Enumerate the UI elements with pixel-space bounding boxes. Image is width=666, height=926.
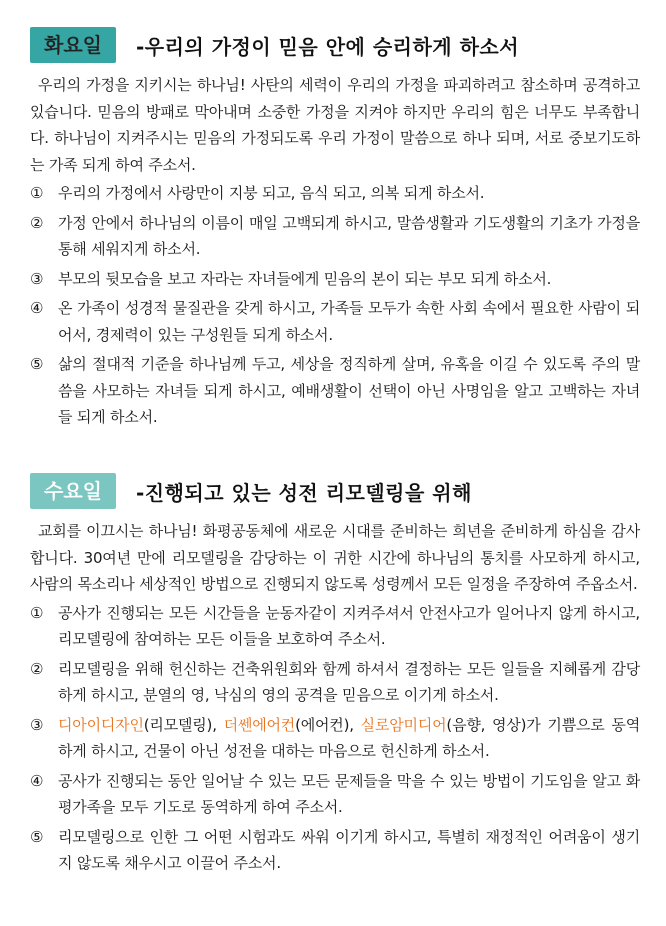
day-badge: 수요일 <box>30 473 116 509</box>
prayer-item <box>30 824 640 877</box>
item-text: 온 가족이 성경적 물질관을 갖게 하시고, 가족들 모두가 속한 사회 속에서 필요한 사람이 되어서, 경제력이 있는 구성원들 되게 하소서. <box>58 299 640 344</box>
prayer-item <box>30 210 640 263</box>
day-badge: 화요일 <box>30 27 116 63</box>
item-number: ② <box>30 659 44 678</box>
vendor-name: 더쎈에어컨 <box>223 715 296 734</box>
item-number: ④ <box>30 771 44 790</box>
prayer-list <box>30 180 640 431</box>
section-tuesday <box>30 24 640 434</box>
item-text: 가정 안에서 하나님의 이름이 매일 고백되게 하시고, 말씀생활과 기도생활의 기초가 가정을 통해 세워지게 하소서. <box>58 213 640 258</box>
item-text: 리모델링으로 인한 그 어떤 시험과도 싸워 이기게 하시고, 특별히 재정적인 어려움이 생기지 않도록 채우시고 이끌어 주소서. <box>58 827 640 872</box>
vendor-note: (음향, 영상)가 <box>446 715 548 734</box>
prayer-item <box>30 600 640 653</box>
prayer-list <box>30 600 640 877</box>
item-number: ④ <box>30 299 44 317</box>
section-header <box>30 24 640 66</box>
vendor-note: (에어컨), <box>295 715 361 734</box>
item-number: ③ <box>30 715 44 734</box>
section-wednesday <box>30 470 640 880</box>
prayer-item <box>30 351 640 431</box>
vendor-note: (리모델링), <box>143 715 224 734</box>
prayer-item <box>30 266 640 293</box>
prayer-item <box>30 295 640 348</box>
item-text: 공사가 진행되는 모든 시간들을 눈동자같이 지켜주셔서 안전사고가 일어나지 않게 하시고, 리모델링에 참여하는 모든 이들을 보호하여 주소서. <box>58 603 640 648</box>
item-text: 리모델링을 위해 헌신하는 건축위원회와 함께 하셔서 결정하는 모든 일들을 지혜롭게 감당하게 하시고, 분열의 영, 낙심의 영의 공격을 믿음으로 이기게 하소서. <box>58 659 640 704</box>
item-text: 부모의 뒷모습을 보고 자라는 자녀들에게 믿음의 본이 되는 부모 되게 하소서. <box>58 269 552 288</box>
item-number: ⑤ <box>30 355 44 373</box>
vendor-name: 디아이디자인 <box>58 715 144 734</box>
section-header <box>30 470 640 512</box>
section-title: -우리의 가정이 믿음 안에 승리하게 하소서 <box>135 34 520 59</box>
section-title: -진행되고 있는 성전 리모델링을 위해 <box>135 480 472 505</box>
item-number: ③ <box>30 269 44 288</box>
item-text: 삶의 절대적 기준을 하나님께 두고, 세상을 정직하게 살며, 유혹을 이길 수 있도록 주의 말씀을 사모하는 자녀들 되게 하시고, 예배생활이 선택이 아닌 사명임을 알고 고백하는 자녀들 되게 하소서. <box>58 355 640 426</box>
item-text: 공사가 진행되는 동안 일어날 수 있는 모든 문제들을 막을 수 있는 방법이 기도임을 알고 화평가족을 모두 기도로 동역하게 하여 주소서. <box>58 771 640 816</box>
item-number: ⑤ <box>30 827 44 846</box>
prayer-item <box>30 768 640 821</box>
vendor-name: 실로암미디어 <box>360 715 447 734</box>
item-number: ② <box>30 213 44 232</box>
prayer-item <box>30 656 640 709</box>
prayer-item <box>30 180 640 207</box>
intro-paragraph: 교회를 이끄시는 하나님! 화평공동체에 새로운 시대를 준비하는 희년을 준비하게 하심을 감사합니다. 30여년 만에 리모델링을 감당하는 이 귀한 시간에 하나님의 통치를 사모하게 하시고, 사람의 목소리나 세상적인 방법으로 진행되지 않도록 성령께서 모든 일정을 주장하여 주옵소서. <box>30 522 640 593</box>
prayer-item <box>30 712 640 765</box>
item-number: ① <box>30 603 44 622</box>
item-number: ① <box>30 184 44 202</box>
item-text: 우리의 가정에서 사랑만이 지붕 되고, 음식 되고, 의복 되게 하소서. <box>58 184 485 202</box>
intro-paragraph: 우리의 가정을 지키시는 하나님! 사탄의 세력이 우리의 가정을 파괴하려고 참소하며 공격하고 있습니다. 믿음의 방패로 막아내며 소중한 가정을 지켜야 하지만 우리의 힘은 너무도 부족합니다. 하나님이 지켜주시는 믿음의 가정되도록 우리 가정이 말씀으로 하나 되며, 서로 중보기도하는 가족 되게 하여 주소서. <box>30 76 640 174</box>
item-text: 기쁨으로 동역하게 하시고, 건물이 아닌 성전을 대하는 마음으로 헌신하게 하소서. <box>58 715 640 760</box>
